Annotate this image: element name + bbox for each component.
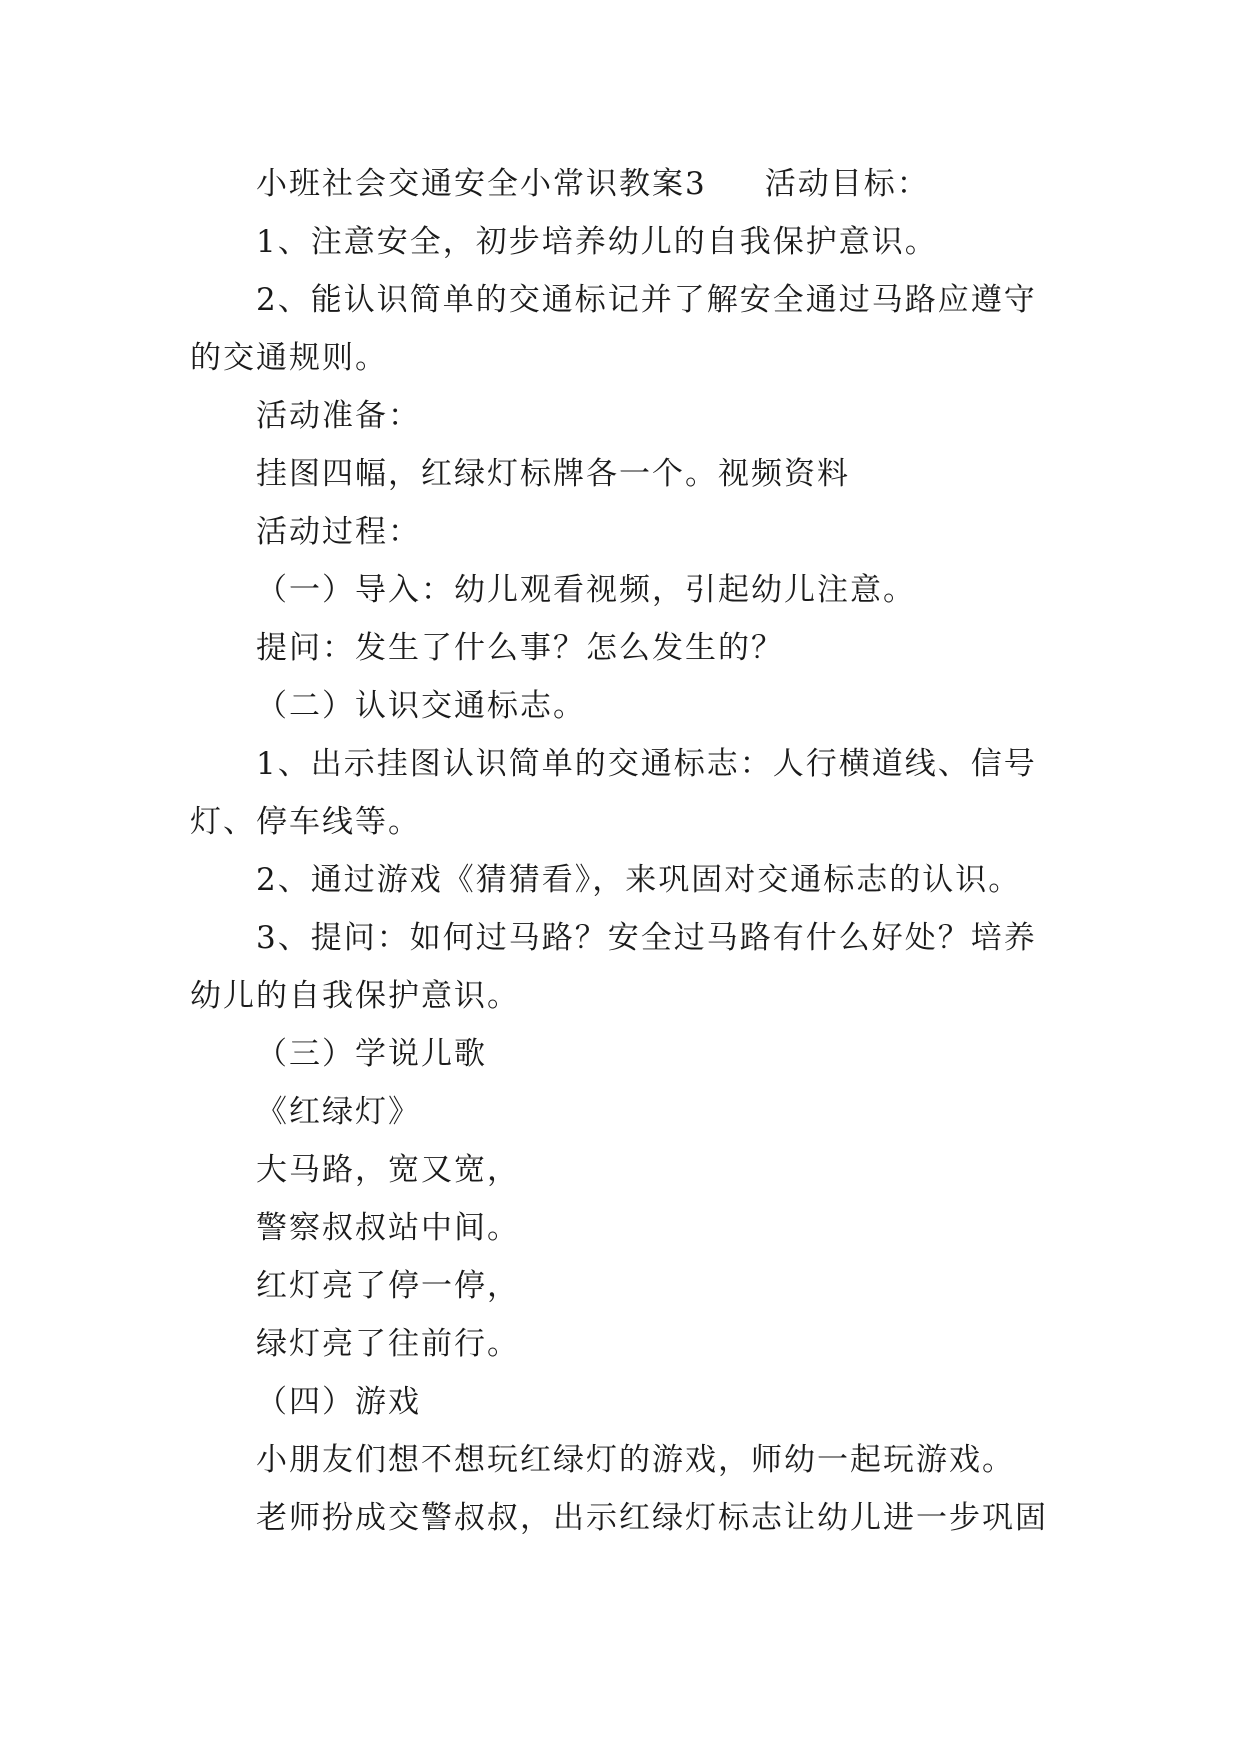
text-line: 活动准备： <box>256 398 421 434</box>
document-title: 小班社会交通安全小常识教案3 <box>256 166 707 202</box>
text-line: 《红绿灯》 <box>256 1094 421 1130</box>
text-line: 绿灯亮了往前行。 <box>256 1326 520 1362</box>
text-line: 3、提问：如何过马路？安全过马路有什么好处？培养 <box>256 920 1037 956</box>
text-line: （四）游戏 <box>256 1384 421 1420</box>
text-line: 活动过程： <box>256 514 421 550</box>
paragraph-list <box>190 213 1050 1547</box>
text-line: （三）学说儿歌 <box>256 1036 487 1072</box>
text-line: 警察叔叔站中间。 <box>256 1210 520 1246</box>
text-line: 提问：发生了什么事？怎么发生的？ <box>256 630 784 666</box>
text-line: 1、注意安全，初步培养幼儿的自我保护意识。 <box>256 224 938 260</box>
document-body <box>190 155 1050 1547</box>
text-line: 红灯亮了停一停， <box>256 1268 520 1304</box>
text-line: 幼儿的自我保护意识。 <box>190 978 520 1014</box>
goal-heading: 活动目标： <box>764 166 930 202</box>
text-line: 灯、停车线等。 <box>190 804 421 840</box>
text-line: （二）认识交通标志。 <box>256 688 586 724</box>
text-line: （一）导入：幼儿观看视频，引起幼儿注意。 <box>256 572 916 608</box>
text-line: 1、出示挂图认识简单的交通标志：人行横道线、信号 <box>256 746 1037 782</box>
text-line: 小朋友们想不想玩红绿灯的游戏，师幼一起玩游戏。 <box>256 1442 1015 1478</box>
text-line: 的交通规则。 <box>190 340 388 376</box>
text-line: 2、能认识简单的交通标记并了解安全通过马路应遵守 <box>256 282 1037 318</box>
text-line: 2、通过游戏《猜猜看》，来巩固对交通标志的认识。 <box>256 862 1022 898</box>
text-line: 老师扮成交警叔叔，出示红绿灯标志让幼儿进一步巩固 <box>256 1500 1048 1536</box>
text-line: 挂图四幅，红绿灯标牌各一个。视频资料 <box>256 456 850 492</box>
title-line <box>190 155 1050 213</box>
text-line: 大马路，宽又宽， <box>256 1152 520 1188</box>
